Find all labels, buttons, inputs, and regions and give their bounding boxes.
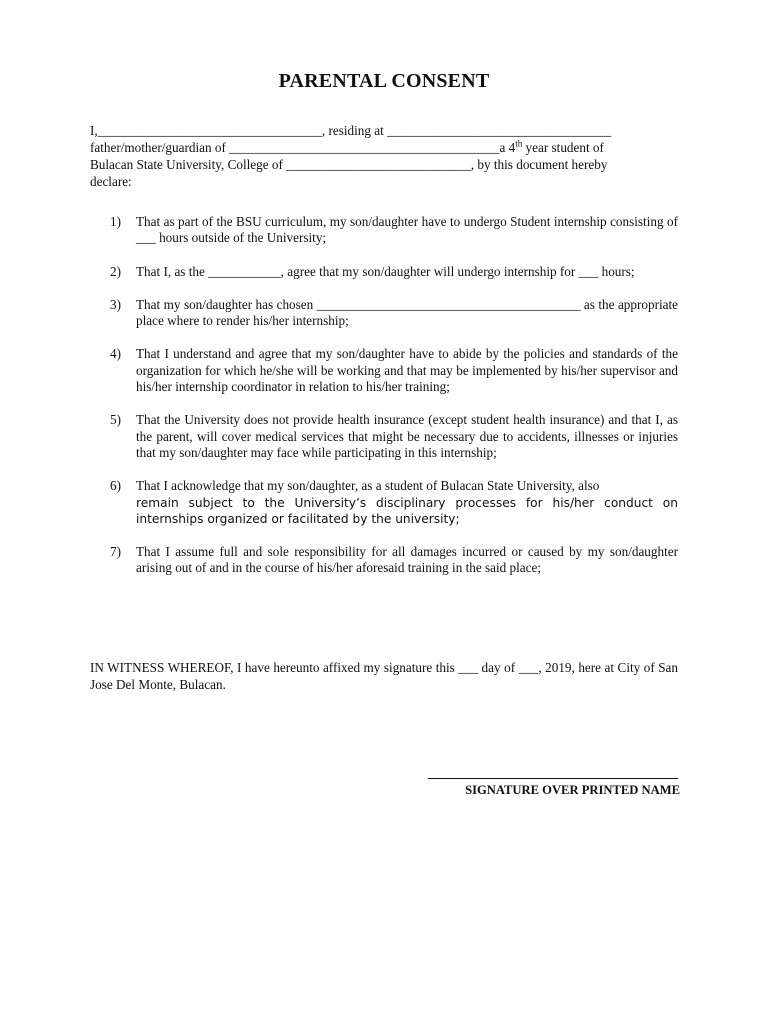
- item-number: 4): [110, 346, 121, 362]
- item-text: [136, 478, 678, 527]
- list-item: [112, 214, 678, 247]
- intro-paragraph: [90, 122, 680, 190]
- item-text-line: That I acknowledge that my son/daughter, as a student of Bulacan State University, also: [136, 478, 600, 494]
- item-text: That I understand and agree that my son/daughter have to abide by the policies and standards of the organization for which he/she will be working and that may be implemented by his/her supervisor and his/her internship coordinator in relation to his/her training;: [136, 346, 678, 395]
- item-text: That my son/daughter has chosen ________________________________________ as the appropriate place where to render his/her internship;: [136, 296, 678, 329]
- ordinal-superscript: th: [515, 138, 523, 149]
- item-number: 7): [110, 544, 121, 560]
- intro-line-2-end: year student of: [522, 140, 604, 155]
- item-text: That I, as the ___________, agree that my son/daughter will undergo internship for ___ hours;: [136, 263, 635, 279]
- list-item: [112, 544, 678, 577]
- list-item: [112, 264, 678, 280]
- intro-line-2: [90, 139, 680, 156]
- list-item: [112, 412, 678, 461]
- item-text: That as part of the BSU curriculum, my son/daughter have to undergo Student internship consisting of ___ hours outside of the University;: [136, 214, 678, 246]
- list-item: [112, 346, 678, 395]
- item-number: 2): [110, 263, 121, 279]
- item-number: 1): [110, 214, 121, 229]
- item-number: 3): [110, 296, 121, 312]
- intro-line-2-text: father/mother/guardian of _________________________________________a 4: [90, 140, 516, 155]
- intro-line-1: I,__________________________________, residing at __________________________________: [90, 123, 612, 138]
- signature-line: [428, 778, 678, 779]
- intro-line-4: declare:: [90, 174, 132, 189]
- list-item: [112, 478, 678, 527]
- witness-clause: IN WITNESS WHEREOF, I have hereunto affixed my signature this ___ day of ___, 2019, here at City of San Jose Del Monte, Bulacan.: [90, 660, 678, 692]
- signature-label: SIGNATURE OVER PRINTED NAME: [465, 783, 680, 797]
- item-text: That the University does not provide health insurance (except student health insurance) and that I, as the parent, will cover medical services that might be necessary due to accidents, illnesses or injuries that my son/daughter may face while participating in this internship;: [136, 412, 678, 460]
- intro-line-3: Bulacan State University, College of ____________________________, by this document hereby: [90, 157, 608, 172]
- document-title: PARENTAL CONSENT: [278, 70, 490, 92]
- item-number: 6): [110, 478, 121, 494]
- item-number: 5): [110, 412, 121, 428]
- item-text: That I assume full and sole responsibility for all damages incurred or caused by my son/daughter arising out of and in the course of his/her aforesaid training in the said place;: [136, 544, 678, 576]
- list-item: [112, 297, 678, 330]
- declaration-list: [112, 214, 678, 577]
- item-text-sans: remain subject to the University’s disciplinary processes for his/her conduct on internships organized or facilitated by the university;: [136, 495, 678, 526]
